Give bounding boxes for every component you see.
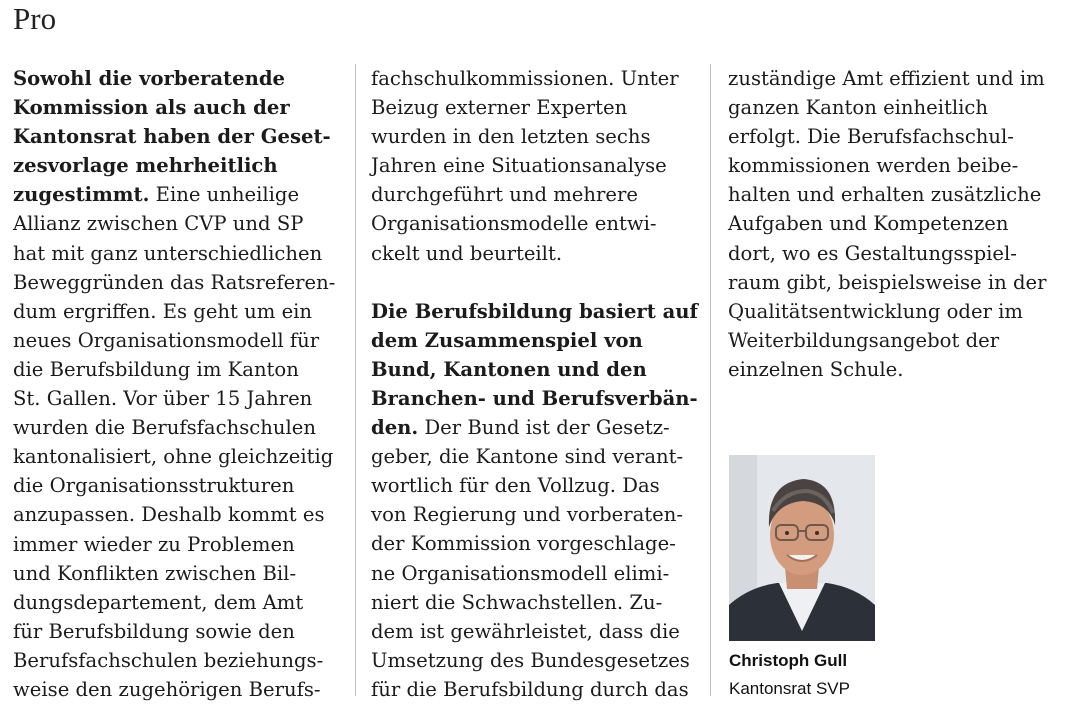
column-divider <box>355 64 356 696</box>
article-text-line <box>371 413 696 442</box>
lead-in-bold-text: den. <box>371 416 419 440</box>
body-text: Berufsfachschulen beziehungs- <box>13 648 324 672</box>
lead-in-bold-text: Die Berufsbildung basiert auf <box>371 299 698 323</box>
article-column-2 <box>371 64 696 704</box>
body-text: anzupassen. Deshalb kommt es <box>13 503 325 527</box>
article-text-line <box>13 559 338 588</box>
body-text: Weiterbildungsangebot der <box>728 328 1000 352</box>
body-text: wurden in den letzten sechs <box>371 125 651 149</box>
article-text-line <box>728 122 1053 151</box>
article-text-line <box>371 384 696 413</box>
article-text-line <box>13 93 338 122</box>
article-text-line <box>371 471 696 500</box>
body-text: raum gibt, beispielsweise in der <box>728 270 1047 294</box>
article-text-line <box>371 239 696 268</box>
article-text-line <box>728 151 1053 180</box>
body-text: kantonalisiert, ohne gleichzeitig <box>13 445 334 469</box>
article-text-line <box>13 180 338 209</box>
article-text-line <box>371 180 696 209</box>
body-text: hat mit ganz unterschiedlichen <box>13 241 323 265</box>
article-text-line <box>13 209 338 238</box>
body-text: wortlich für den Vollzug. Das <box>371 474 660 498</box>
body-text: einzelnen Schule. <box>728 357 904 381</box>
body-text: von Regierung und vorberaten- <box>371 503 683 527</box>
article-text-line <box>371 355 696 384</box>
article-text-line <box>13 442 338 471</box>
body-text: die Organisationsstrukturen <box>13 474 295 498</box>
body-text: Umsetzung des Bundesgesetzes <box>371 648 690 672</box>
body-text: Eine unheilige <box>149 183 300 207</box>
article-text-line <box>13 675 338 704</box>
body-text: dort, wo es Gestaltungsspiel- <box>728 241 1017 265</box>
author-portrait-photo <box>729 455 875 641</box>
article-text-line <box>371 442 696 471</box>
article-text-line <box>371 93 696 122</box>
article-text-line <box>728 239 1053 268</box>
article-text-line <box>371 209 696 238</box>
article-text-line <box>13 530 338 559</box>
body-text: für die Berufsbildung durch das <box>371 677 689 701</box>
body-text: die Berufsbildung im Kanton <box>13 357 299 381</box>
article-text-line <box>371 326 696 355</box>
page-title: Pro <box>13 1 57 36</box>
article-text-line <box>13 297 338 326</box>
article-text-line <box>13 64 338 93</box>
article-text-line <box>371 646 696 675</box>
author-role: Kantonsrat SVP <box>729 679 850 698</box>
lead-in-bold-text: Kommission als auch der <box>13 96 290 120</box>
body-text: dungsdepartement, dem Amt <box>13 590 304 614</box>
body-text: kommissionen werden beibe- <box>728 154 1019 178</box>
article-text-line <box>728 209 1053 238</box>
article-text-line <box>371 151 696 180</box>
article-text-line <box>371 529 696 558</box>
body-text: und Konflikten zwischen Bil- <box>13 561 297 585</box>
body-text: neues Organisationsmodell für <box>13 328 320 352</box>
article-text-line <box>13 471 338 500</box>
body-text: fachschulkommissionen. Unter <box>371 67 679 90</box>
article-text-line <box>13 617 338 646</box>
lead-in-bold-text: zugestimmt. <box>13 183 150 207</box>
article-text-line <box>371 588 696 617</box>
body-text: Beizug externer Experten <box>371 96 628 120</box>
body-text: niert die Schwachstellen. Zu- <box>371 590 663 614</box>
article-text-line <box>728 355 1053 384</box>
article-text-line <box>371 559 696 588</box>
article-text-line <box>728 268 1053 297</box>
article-text-line <box>728 326 1053 355</box>
body-text: St. Gallen. Vor über 15 Jahren <box>13 387 313 411</box>
body-text: halten und erhalten zusätzliche <box>728 183 1042 207</box>
article-text-line <box>371 122 696 151</box>
article-text-line <box>728 180 1053 209</box>
body-text: der Kommission vorgeschlage- <box>371 532 676 556</box>
body-text: dum ergriffen. Es geht um ein <box>13 299 313 323</box>
article-text-line <box>728 297 1053 326</box>
lead-in-bold-text: Bund, Kantonen und den <box>371 357 647 381</box>
article-text-line <box>13 239 338 268</box>
article-text-line <box>13 268 338 297</box>
body-text: Aufgaben und Kompetenzen <box>728 212 1009 236</box>
body-text: Allianz zwischen CVP und SP <box>13 212 304 236</box>
article-text-line <box>728 93 1053 122</box>
author-portrait-drawing <box>729 455 875 641</box>
article-text-line <box>371 500 696 529</box>
article-text-line <box>371 297 696 326</box>
body-text: zuständige Amt effizient und im <box>728 67 1045 90</box>
body-text: Jahren eine Situationsanalyse <box>371 154 667 178</box>
article-text-line <box>371 675 696 704</box>
article-text-line <box>13 122 338 151</box>
article-text-line <box>13 355 338 384</box>
article-text-line <box>371 617 696 646</box>
body-text: ne Organisationsmodell elimi- <box>371 561 670 585</box>
article-text-line <box>13 646 338 675</box>
lead-in-bold-text: Branchen- und Berufsverbän- <box>371 386 698 410</box>
body-text: Organisationsmodelle entwi- <box>371 212 657 236</box>
body-text: immer wieder zu Problemen <box>13 532 295 556</box>
body-text: Beweggründen das Ratsreferen- <box>13 270 336 294</box>
body-text: ganzen Kanton einheitlich <box>728 96 989 120</box>
author-name: Christoph Gull <box>729 651 848 670</box>
article-text-line <box>728 64 1053 93</box>
article-text-line <box>13 588 338 617</box>
body-text: für Berufsbildung sowie den <box>13 619 295 643</box>
article-text-line <box>13 326 338 355</box>
body-text: weise den zugehörigen Berufs- <box>13 677 321 701</box>
article-column-1 <box>13 64 338 704</box>
article-text-line <box>13 413 338 442</box>
body-text: durchgeführt und mehrere <box>371 183 638 207</box>
article-text-line <box>13 500 338 529</box>
lead-in-bold-text: dem Zusammenspiel von <box>371 328 643 352</box>
body-text: wurden die Berufsfachschulen <box>13 416 316 440</box>
lead-in-bold-text: Sowohl die vorberatende <box>13 67 285 90</box>
column-divider <box>710 64 711 696</box>
body-text: geber, die Kantone sind verant- <box>371 445 684 469</box>
article-text-line <box>13 151 338 180</box>
article-text-line <box>13 384 338 413</box>
lead-in-bold-text: Kantonsrat haben der Geset- <box>13 125 331 149</box>
article-text-line <box>371 64 696 93</box>
paragraph-gap <box>371 268 696 297</box>
body-text: ckelt und beurteilt. <box>371 241 563 265</box>
body-text: dem ist gewährleistet, dass die <box>371 619 680 643</box>
article-column-3 <box>728 64 1053 384</box>
lead-in-bold-text: zesvorlage mehrheitlich <box>13 154 278 178</box>
body-text: erfolgt. Die Berufsfachschul- <box>728 125 1014 149</box>
body-text: Qualitätsentwicklung oder im <box>728 299 1024 323</box>
body-text: Der Bund ist der Gesetz- <box>418 416 670 440</box>
